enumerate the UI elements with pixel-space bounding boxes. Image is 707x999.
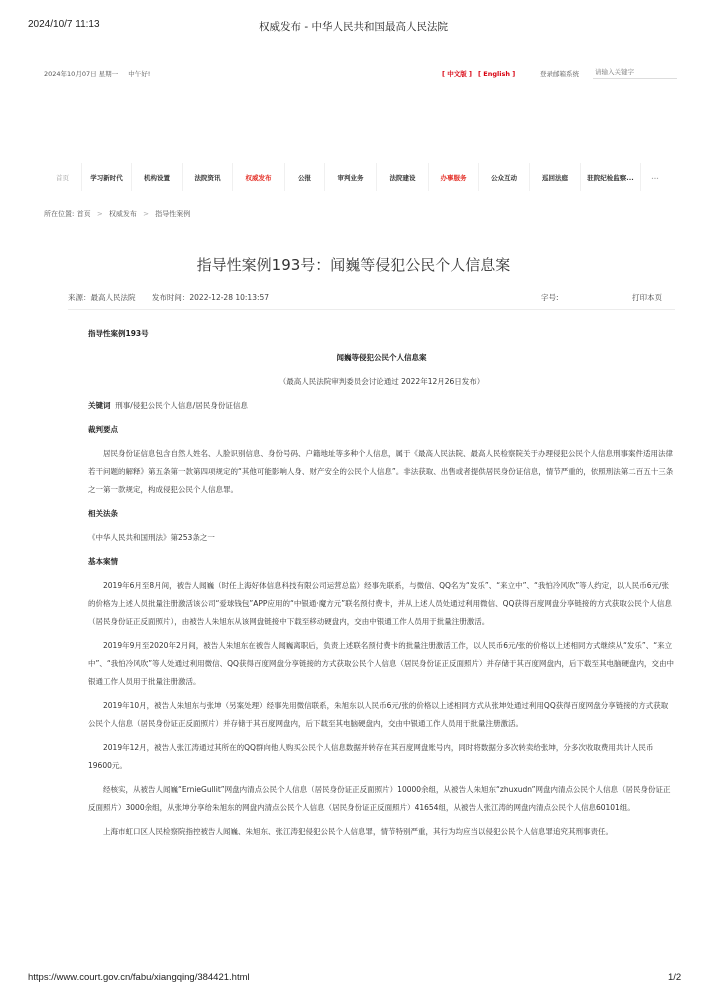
facts-paragraph: 2019年12月，被告人张江涛通过其所在的QQ群向他人购买公民个人信息数据并转存在其百度网盘账号内，同时将数据分多次转卖给张坤，分多次收取费用共计人民币19600元。: [88, 743, 654, 770]
meta-divider: [68, 309, 675, 310]
main-nav: [44, 163, 669, 191]
section-facts: 基本案情: [88, 557, 118, 566]
nav-item-authoritative-release[interactable]: 权威发布: [233, 163, 285, 191]
print-header-datetime: 2024/10/7 11:13: [28, 19, 100, 30]
article-body: [88, 325, 675, 847]
nav-item-public-interaction[interactable]: 公众互动: [479, 163, 530, 191]
section-related-law: 相关法条: [88, 509, 118, 518]
breadcrumb-prefix: 所在位置:: [44, 210, 75, 218]
breadcrumb-home[interactable]: 首页: [76, 210, 91, 218]
print-header-title: 权威发布 - 中华人民共和国最高人民法院: [259, 21, 448, 33]
breadcrumb: [44, 209, 190, 219]
breadcrumb-separator: >: [96, 210, 103, 218]
nav-item-gazette[interactable]: 公报: [285, 163, 325, 191]
facts-paragraph: 2019年9月至2020年2月间，被告人朱旭东在被告人闻巍离职后，负责上述联名预付费卡的批量注册激活工作，以人民币6元/张的价格以上述相同方式继续从“发乐”、“来立中”、“我怕冷风吹”等人处通过利用微信、QQ获得百度网盘分享链接的方式获取公民个人信息（居民身份证正反面照片）并存储于其百度网盘内，后下载至其电脑硬盘内，交由中银通工作人员用于批量注册激活。: [88, 641, 674, 686]
nav-item-xi-era[interactable]: 学习新时代: [82, 163, 132, 191]
keywords-line: [88, 397, 675, 415]
nav-item-more[interactable]: ...: [651, 173, 659, 181]
search-input[interactable]: [593, 66, 677, 79]
nav-item-organization[interactable]: 机构设置: [132, 163, 183, 191]
nav-item-discipline-inspection[interactable]: 驻院纪检监察...: [581, 163, 641, 191]
topbar-date: [44, 69, 150, 78]
print-page-button[interactable]: 打印本页: [632, 293, 662, 302]
greeting: 中午好!: [128, 70, 151, 78]
article-meta: [68, 292, 283, 303]
case-name: 闻巍等侵犯公民个人信息案: [336, 353, 427, 362]
nav-item-services[interactable]: 办事服务: [429, 163, 479, 191]
facts-paragraph: 2019年10月，被告人朱旭东与张坤（另案处理）经事先用微信联系，朱旭东以人民币6元/张的价格以上述相同方式从张坤处通过利用QQ获得百度网盘分享链接的方式获取公民个人信息（居民身份证正反面照片）并存储于其百度网盘内，后下载至其电脑硬盘内，交由中银通工作人员用于批量注册激活。: [88, 701, 669, 728]
lang-chinese-link[interactable]: [ 中文版 ]: [442, 70, 472, 78]
section-key-points: 裁判要点: [88, 425, 118, 434]
article-publish-time: 发布时间：2022-12-28 10:13:57: [151, 293, 270, 302]
breadcrumb-guiding-cases[interactable]: 指导性案例: [155, 210, 191, 218]
current-date: 2024年10月07日 星期一: [44, 70, 119, 78]
font-size-control[interactable]: 字号:: [541, 293, 559, 302]
facts-paragraph: 上海市虹口区人民检察院指控被告人闻巍、朱旭东、张江涛犯侵犯公民个人信息罪，情节特别严重，其行为均应当以侵犯公民个人信息罪追究其刑事责任。: [103, 827, 613, 836]
keywords-value: 刑事/侵犯公民个人信息/居民身份证信息: [115, 401, 248, 410]
nav-item-court-construction[interactable]: 法院建设: [377, 163, 429, 191]
facts-paragraph: 经核实，从被告人闻巍“ErnieGullit”网盘内清点公民个人信息（居民身份证正反面照片）10000余组，从被告人朱旭东“zhuxudn”网盘内清点公民个人信息（居民身份证正反面照片）3000余组，从张坤分享给朱旭东的网盘内清点公民个人信息（居民身份证正反面照片）41654组，从被告人张江涛的网盘内清点公民个人信息60101组。: [88, 785, 671, 812]
nav-item-court-news[interactable]: 法院资讯: [183, 163, 233, 191]
case-subtitle: （最高人民法院审判委员会讨论通过 2022年12月26日发布）: [278, 377, 485, 386]
article-title: 指导性案例193号：闻巍等侵犯公民个人信息案: [196, 256, 511, 274]
print-footer-url: https://www.court.gov.cn/fabu/xiangqing/384421.html: [28, 972, 250, 983]
nav-item-circuit-courts[interactable]: 巡回法庭: [530, 163, 581, 191]
case-number: 指导性案例193号: [88, 329, 149, 338]
login-mail-link[interactable]: 登录邮箱系统: [540, 70, 579, 78]
nav-item-trial-business[interactable]: 审判业务: [325, 163, 377, 191]
lang-english-link[interactable]: [ English ]: [478, 70, 516, 78]
related-law-text: 《中华人民共和国刑法》第253条之一: [88, 533, 215, 542]
keywords-label: 关键词: [88, 401, 111, 410]
breadcrumb-separator: >: [143, 210, 150, 218]
nav-item-home[interactable]: 首页: [44, 163, 82, 191]
key-points-text: 居民身份证信息包含自然人姓名、人脸识别信息、身份号码、户籍地址等多种个人信息，属于《最高人民法院、最高人民检察院关于办理侵犯公民个人信息刑事案件适用法律若干问题的解释》第五条第一款第四项规定的“其他可能影响人身、财产安全的公民个人信息”。非法获取、出售或者提供居民身份证信息，情节严重的，依照刑法第二百五十三条之一第一款规定，构成侵犯公民个人信息罪。: [88, 449, 674, 494]
language-switcher: [442, 69, 519, 78]
article-source: 来源：最高人民法院: [68, 293, 136, 302]
breadcrumb-release[interactable]: 权威发布: [108, 210, 137, 218]
facts-paragraph: 2019年6月至8月间，被告人闻巍（时任上海好体信息科技有限公司运营总监）经事先联系，与微信、QQ名为“发乐”、“来立中”、“我怕冷风吹”等人约定，以人民币6元/张的价格为上述人员批量注册激活该公司“爱球钱包”APP应用的“中银通·魔方元”联名预付费卡，并从上述人员处通过利用微信、QQ获得百度网盘分享链接的方式获取公民个人信息（居民身份证正反面照片），由被告人朱旭东从该网盘链接中下载至移动硬盘内，交由中银通工作人员用于批量注册激活。: [88, 581, 672, 626]
print-footer-page-number: 1/2: [668, 972, 682, 983]
